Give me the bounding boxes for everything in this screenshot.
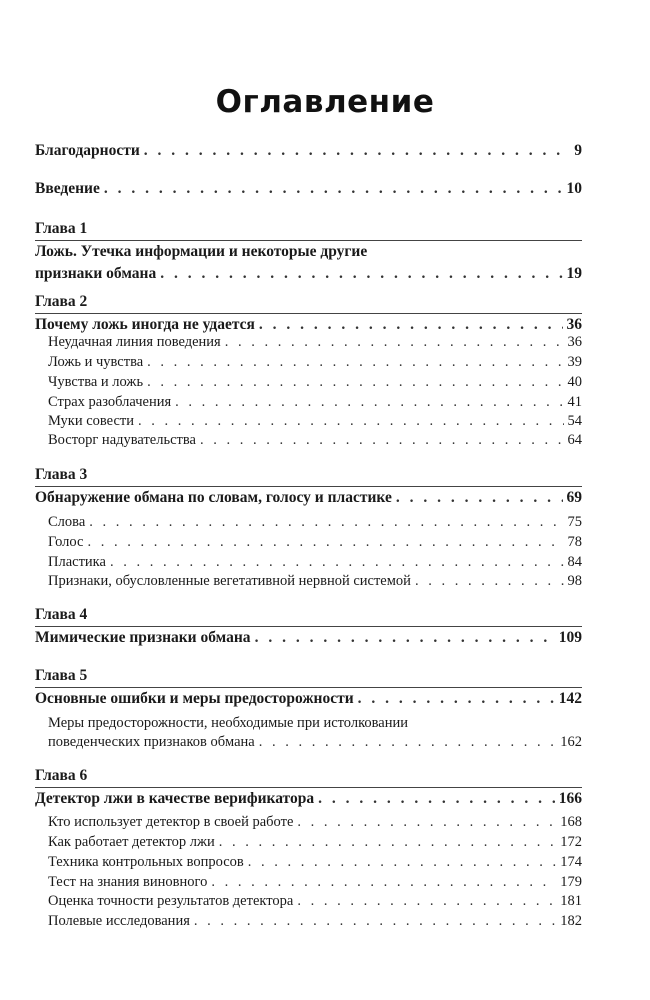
toc-section — [48, 573, 582, 590]
dot-leader — [225, 334, 564, 351]
dot-leader — [147, 354, 563, 371]
section-label: Признаки, обусловленные вегетативной нервной системой — [48, 573, 411, 589]
dot-leader — [211, 874, 556, 891]
dot-leader — [138, 413, 564, 430]
chapter-title — [35, 790, 582, 808]
dot-leader — [318, 790, 555, 808]
page-number: 174 — [560, 854, 582, 870]
page-number: 75 — [567, 514, 582, 530]
chapter-title-label: Мимические признаки обмана — [35, 629, 251, 646]
toc-section — [48, 534, 582, 551]
section-label: Тест на знания виновного — [48, 874, 208, 890]
section-label: Восторг надувательства — [48, 432, 196, 448]
dot-leader — [89, 514, 563, 531]
toc-section — [48, 874, 582, 891]
chapter-title — [35, 629, 582, 647]
page-number: 182 — [560, 913, 582, 929]
dot-leader — [144, 142, 570, 160]
toc-section — [48, 374, 582, 391]
dot-leader — [200, 432, 564, 449]
toc-section — [48, 834, 582, 851]
page-number: 98 — [567, 573, 582, 589]
page-number: 9 — [574, 142, 582, 159]
dot-leader — [175, 394, 563, 411]
toc-section — [48, 354, 582, 371]
chapter-heading: Глава 3 — [35, 466, 88, 483]
dot-leader — [259, 316, 563, 334]
section-label: Страх разоблачения — [48, 394, 172, 410]
chapter-title-label: Основные ошибки и меры предосторожности — [35, 690, 354, 707]
chapter-heading: Глава 2 — [35, 293, 88, 310]
section-label-line: Меры предосторожности, необходимые при истолковании — [48, 715, 409, 731]
page-number: 40 — [567, 374, 582, 390]
section-label: Ложь и чувства — [48, 354, 144, 370]
dot-leader — [160, 265, 562, 283]
toc-section — [48, 413, 582, 430]
page-number: 109 — [558, 629, 582, 646]
dot-leader — [194, 913, 556, 930]
page-number: 78 — [567, 534, 582, 550]
page-number: 84 — [567, 554, 582, 570]
dot-leader — [358, 690, 555, 708]
chapter-heading: Глава 5 — [35, 667, 88, 684]
section-label: Пластика — [48, 554, 106, 570]
chapter-title — [35, 316, 582, 334]
dot-leader — [255, 629, 555, 647]
page-number: 181 — [560, 893, 582, 909]
section-label: Чувства и ложь — [48, 374, 144, 390]
page-number: 179 — [560, 874, 582, 890]
chapter-title — [35, 489, 582, 507]
dot-leader — [297, 893, 556, 910]
page-number: 166 — [558, 790, 582, 807]
section-label: Оценка точности результатов детектора — [48, 893, 294, 909]
chapter-rule — [35, 787, 582, 788]
toc-section — [48, 334, 582, 351]
section-label: Как работает детектор лжи — [48, 834, 215, 850]
chapter-rule — [35, 313, 582, 314]
page-number: 172 — [560, 834, 582, 850]
chapter-rule — [35, 626, 582, 627]
chapter-title-line: Ложь. Утечка информации и некоторые другие — [35, 243, 368, 260]
chapter-rule — [35, 687, 582, 688]
dot-leader — [259, 734, 557, 751]
toc-section — [48, 814, 582, 831]
section-label: Голос — [48, 534, 84, 550]
chapter-rule — [35, 240, 582, 241]
chapter-rule — [35, 486, 582, 487]
dot-leader — [415, 573, 564, 590]
page-number: 41 — [567, 394, 582, 410]
page-number: 36 — [567, 334, 582, 350]
section-label: Слова — [48, 514, 86, 530]
page-number: 19 — [566, 265, 582, 282]
dot-leader — [248, 854, 557, 871]
section-label: поведенческих признаков обмана — [48, 734, 255, 750]
page-number: 54 — [567, 413, 582, 429]
dot-leader — [297, 814, 556, 831]
section-label: Кто использует детектор в своей работе — [48, 814, 294, 830]
toc-section — [48, 432, 582, 449]
dot-leader — [104, 180, 563, 198]
dot-leader — [219, 834, 556, 851]
section-label: Техника контрольных вопросов — [48, 854, 244, 870]
dot-leader — [110, 554, 564, 571]
page-number: 64 — [567, 432, 582, 448]
dot-leader — [87, 534, 563, 551]
chapter-title-label: Детектор лжи в качестве верификатора — [35, 790, 315, 807]
chapter-heading: Глава 4 — [35, 606, 88, 623]
toc-section — [48, 514, 582, 531]
chapter-heading: Глава 1 — [35, 220, 88, 237]
entry-label: Введение — [35, 180, 100, 197]
chapter-title-label: Почему ложь иногда не удается — [35, 316, 255, 333]
page-number: 10 — [566, 180, 582, 197]
toc-entry-introduction — [35, 180, 582, 198]
page-number: 162 — [560, 734, 582, 750]
chapter-title — [35, 690, 582, 708]
entry-label: Благодарности — [35, 142, 140, 159]
page-title: Оглавление — [215, 84, 435, 120]
chapter-title — [35, 265, 582, 283]
chapter-title-label: признаки обмана — [35, 265, 157, 282]
toc-section — [48, 554, 582, 571]
toc-entry-acknowledgements — [35, 142, 582, 160]
section-label: Полевые исследования — [48, 913, 190, 929]
toc-section — [48, 734, 582, 751]
toc-section — [48, 893, 582, 910]
toc-section — [48, 913, 582, 930]
page-number: 69 — [566, 489, 582, 506]
chapter-title-label: Обнаружение обмана по словам, голосу и пластике — [35, 489, 392, 506]
page-number: 36 — [566, 316, 582, 333]
section-label: Муки совести — [48, 413, 134, 429]
chapter-heading: Глава 6 — [35, 767, 88, 784]
toc-section — [48, 394, 582, 411]
section-label: Неудачная линия поведения — [48, 334, 221, 350]
dot-leader — [147, 374, 563, 391]
toc-section — [48, 854, 582, 871]
page-number: 39 — [567, 354, 582, 370]
page-number: 168 — [560, 814, 582, 830]
dot-leader — [396, 489, 563, 507]
page-number: 142 — [558, 690, 582, 707]
